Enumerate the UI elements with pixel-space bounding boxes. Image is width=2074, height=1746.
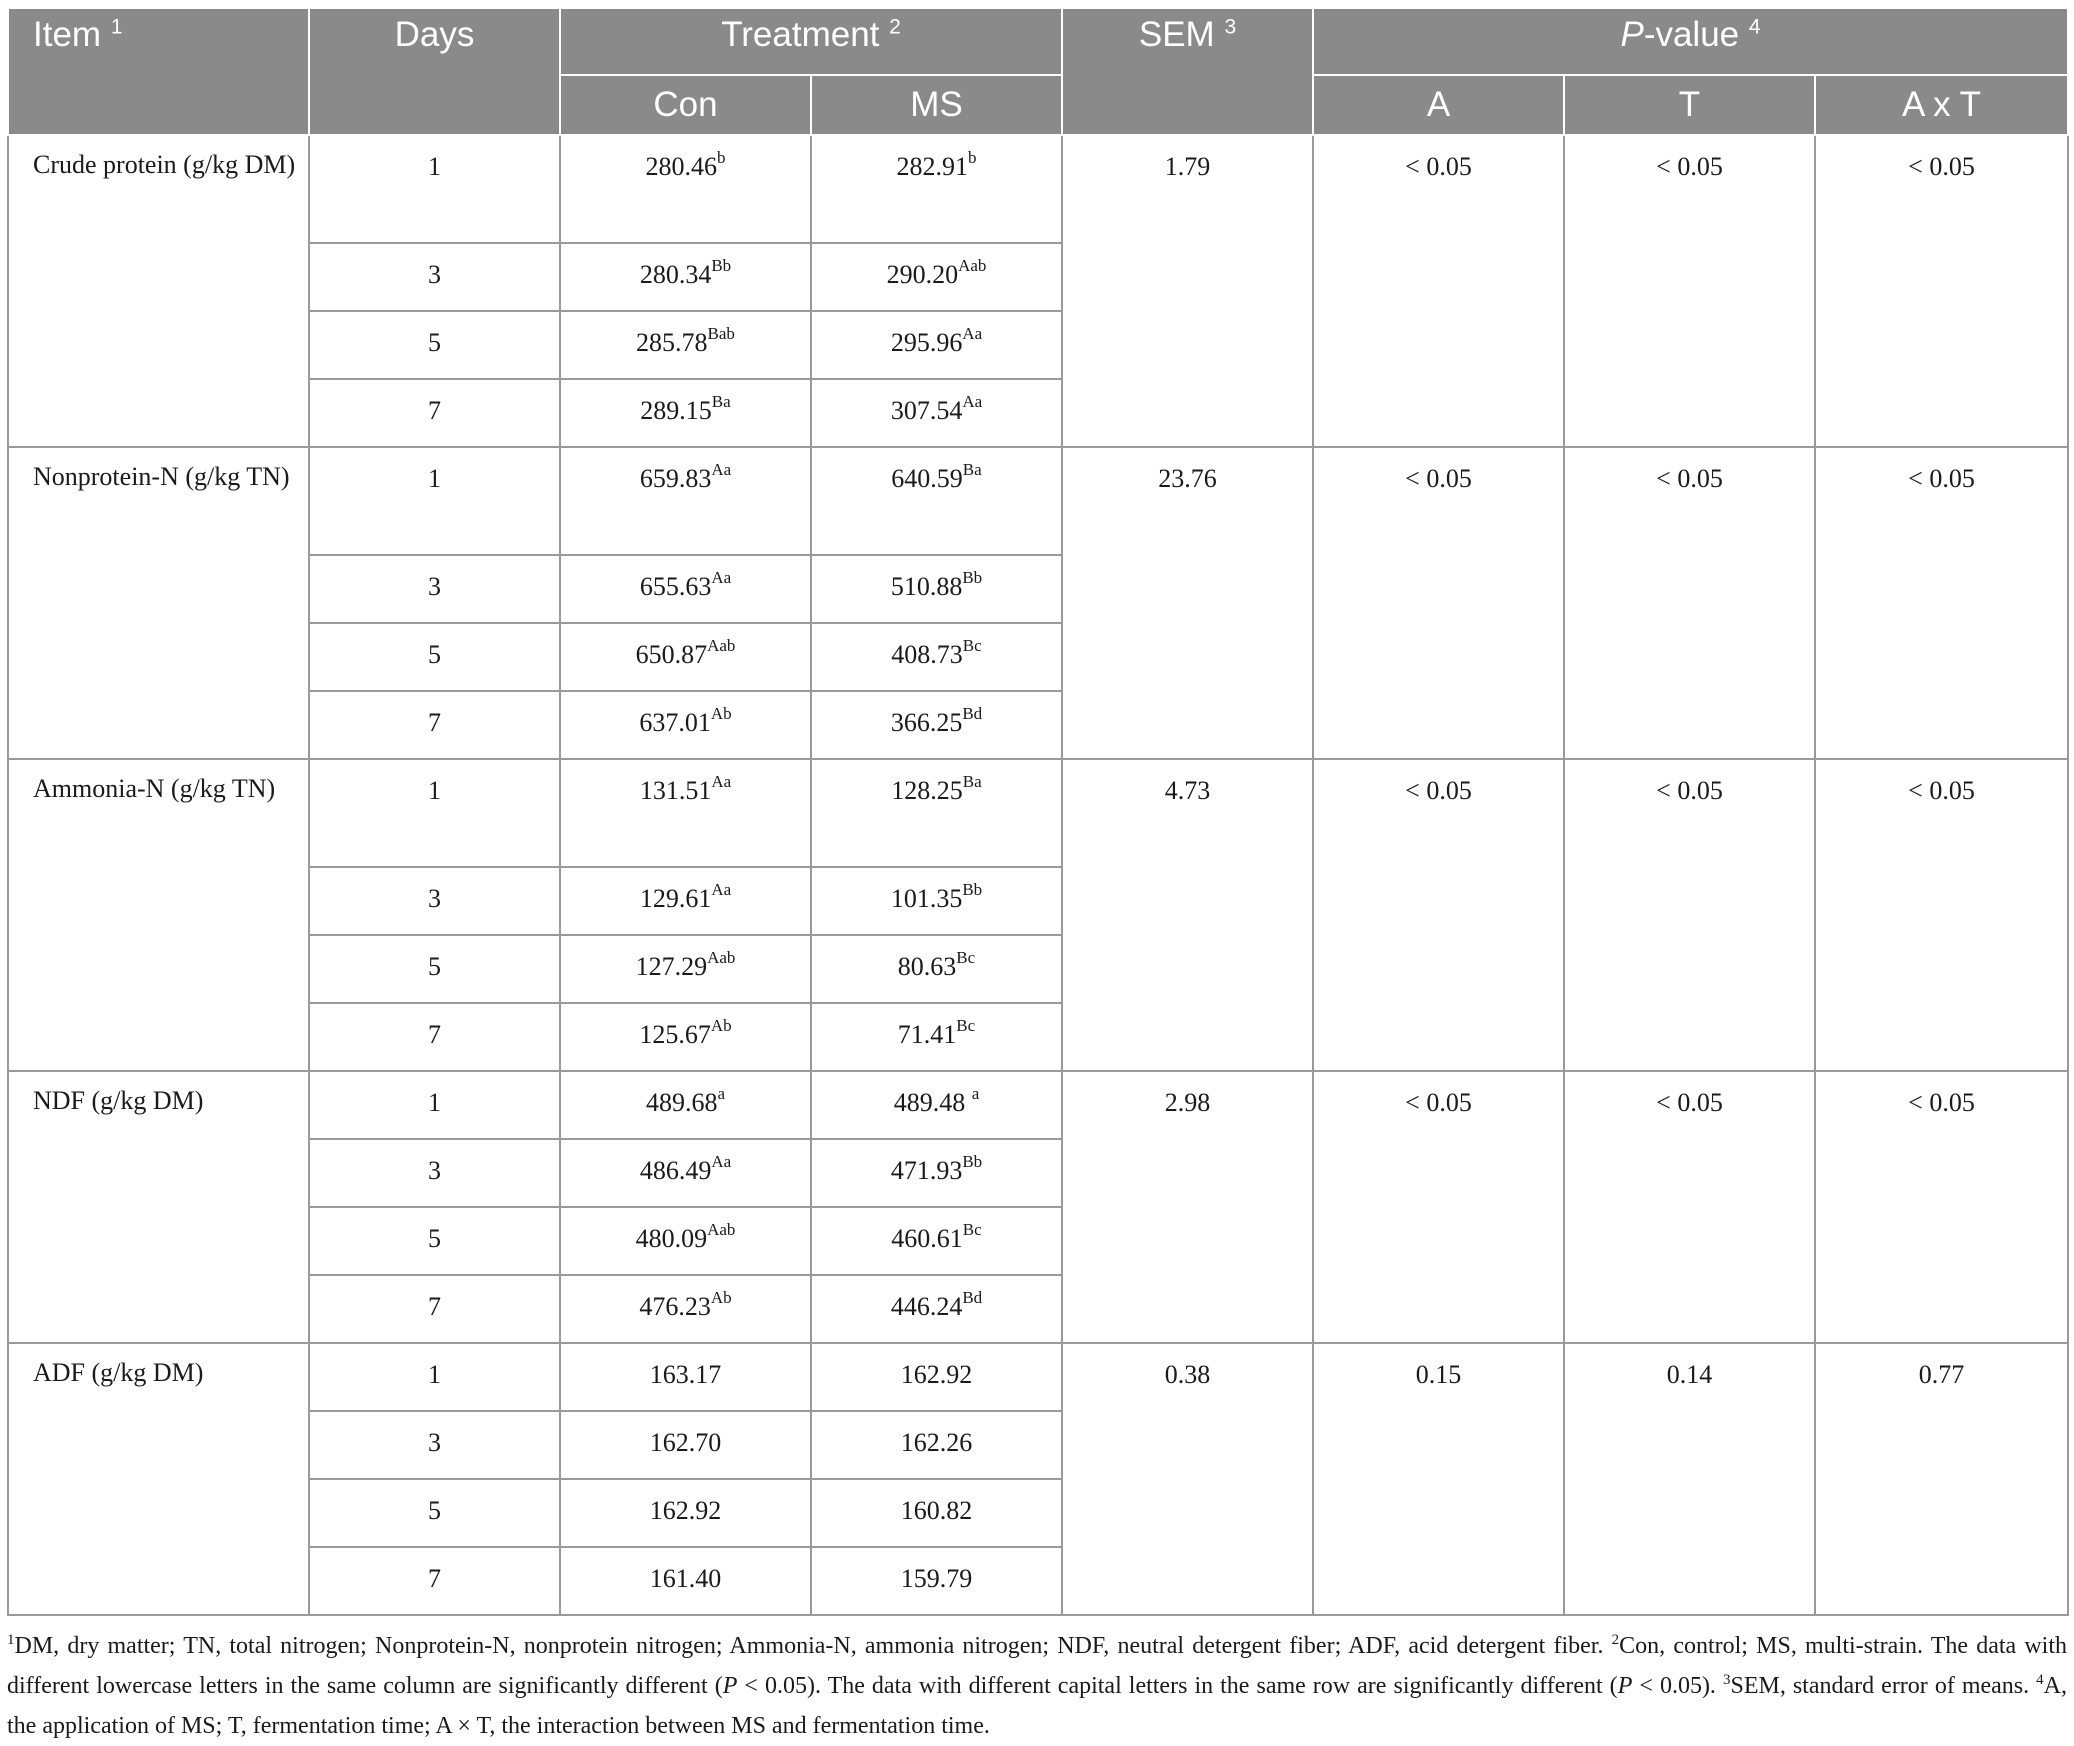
header-days: Days [309,8,560,135]
pvalue-axt-cell: < 0.05 [1815,447,2068,759]
sem-cell: 23.76 [1062,447,1313,759]
ms-cell: $307.54^{Aa}$ [811,379,1062,447]
header-sem: SEM $^3$ [1062,8,1313,135]
header-con: Con [560,75,811,135]
day-cell: 7 [309,1003,560,1071]
ms-cell: $128.25^{Ba}$ [811,759,1062,867]
con-cell: $131.51^{Aa}$ [560,759,811,867]
day-cell: 7 [309,1275,560,1343]
day-cell: 7 [309,1547,560,1615]
sem-cell: 2.98 [1062,1071,1313,1343]
con-cell: $476.23^{Ab}$ [560,1275,811,1343]
con-cell: $129.61^{Aa}$ [560,867,811,935]
day-cell: 5 [309,311,560,379]
table-body [8,135,2068,1615]
sem-cell: 4.73 [1062,759,1313,1071]
con-cell: $289.15^{Ba}$ [560,379,811,447]
day-cell: 1 [309,1343,560,1411]
table-row [8,447,2068,555]
sem-cell: 0.38 [1062,1343,1313,1615]
ms-cell: 159.79 [811,1547,1062,1615]
ms-cell: $460.61^{Bc}$ [811,1207,1062,1275]
header-ms: MS [811,75,1062,135]
header-item: Item $^1$ [8,8,309,135]
con-cell: $280.34^{Bb}$ [560,243,811,311]
pvalue-t-cell: < 0.05 [1564,1071,1815,1343]
header-a: A [1313,75,1564,135]
ms-cell: 160.82 [811,1479,1062,1547]
con-cell: 489.68$^a$ [560,1071,811,1139]
table-header [8,8,2068,135]
day-cell: 5 [309,1479,560,1547]
item-cell: Ammonia-N (g/kg TN) [8,759,309,1071]
ms-cell: $510.88^{Bb}$ [811,555,1062,623]
pvalue-a-cell: 0.15 [1313,1343,1564,1615]
header-treatment: Treatment $^2$ [560,8,1062,75]
con-cell: $127.29^{Aab}$ [560,935,811,1003]
con-cell: $480.09^{Aab}$ [560,1207,811,1275]
pvalue-axt-cell: < 0.05 [1815,1071,2068,1343]
item-cell: NDF (g/kg DM) [8,1071,309,1343]
con-cell: $637.01^{Ab}$ [560,691,811,759]
day-cell: 7 [309,379,560,447]
day-cell: 1 [309,759,560,867]
ms-cell: $366.25^{Bd}$ [811,691,1062,759]
table-footnotes: $^1$DM, dry matter; TN, total nitrogen; Nonprotein-N, nonprotein nitrogen; Ammonia-N, ammonia nitrogen; NDF, neutral detergent fiber; ADF, acid detergent fiber. $^2$Con, control; MS, multi-strain. The data with different lowercase letters in the same column are significantly different (P < 0.05). The data with different capital letters in the same row are significantly different (P < 0.05). $^3$SEM, standard error of means. $^4$A, the application of MS; T, fermentation time; A × T, the interaction between MS and fermentation time. [7,1632,2068,1739]
day-cell: 7 [309,691,560,759]
con-cell: $125.67^{Ab}$ [560,1003,811,1071]
con-cell: 163.17 [560,1343,811,1411]
pvalue-a-cell: < 0.05 [1313,759,1564,1071]
con-cell: $285.78^{Bab}$ [560,311,811,379]
pvalue-t-cell: < 0.05 [1564,759,1815,1071]
day-cell: 5 [309,935,560,1003]
ms-cell: $446.24^{Bd}$ [811,1275,1062,1343]
day-cell: 1 [309,135,560,243]
day-cell: 1 [309,1071,560,1139]
con-cell: $486.49^{Aa}$ [560,1139,811,1207]
ms-cell: 489.48 $^a$ [811,1071,1062,1139]
day-cell: 5 [309,623,560,691]
con-cell: $655.63^{Aa}$ [560,555,811,623]
ms-cell: $471.93^{Bb}$ [811,1139,1062,1207]
pvalue-a-cell: < 0.05 [1313,135,1564,447]
con-cell: 280.46$^b$ [560,135,811,243]
con-cell: 162.92 [560,1479,811,1547]
day-cell: 3 [309,243,560,311]
header-t: T [1564,75,1815,135]
ms-cell: $408.73^{Bc}$ [811,623,1062,691]
day-cell: 5 [309,1207,560,1275]
ms-cell: $71.41^{Bc}$ [811,1003,1062,1071]
item-cell: Crude protein (g/kg DM) [8,135,309,447]
item-cell: Nonprotein-N (g/kg TN) [8,447,309,759]
pvalue-a-cell: < 0.05 [1313,447,1564,759]
day-cell: 3 [309,555,560,623]
ms-cell: $101.35^{Bb}$ [811,867,1062,935]
results-table [7,7,2069,1616]
pvalue-axt-cell: 0.77 [1815,1343,2068,1615]
pvalue-a-cell: < 0.05 [1313,1071,1564,1343]
ms-cell: 162.26 [811,1411,1062,1479]
pvalue-t-cell: < 0.05 [1564,135,1815,447]
table-row [8,1343,2068,1411]
day-cell: 3 [309,867,560,935]
pvalue-axt-cell: < 0.05 [1815,135,2068,447]
con-cell: 162.70 [560,1411,811,1479]
ms-cell: 282.91$^b$ [811,135,1062,243]
sem-cell: 1.79 [1062,135,1313,447]
day-cell: 3 [309,1139,560,1207]
con-cell: 161.40 [560,1547,811,1615]
day-cell: 1 [309,447,560,555]
table-row [8,759,2068,867]
header-axt: A x T [1815,75,2068,135]
pvalue-t-cell: < 0.05 [1564,447,1815,759]
pvalue-axt-cell: < 0.05 [1815,759,2068,1071]
ms-cell: $295.96^{Aa}$ [811,311,1062,379]
ms-cell: $640.59^{Ba}$ [811,447,1062,555]
table-row [8,135,2068,243]
ms-cell: $80.63^{Bc}$ [811,935,1062,1003]
ms-cell: $290.20^{Aab}$ [811,243,1062,311]
ms-cell: 162.92 [811,1343,1062,1411]
header-pvalue: P-value $^4$ [1313,8,2068,75]
day-cell: 3 [309,1411,560,1479]
con-cell: $650.87^{Aab}$ [560,623,811,691]
pvalue-t-cell: 0.14 [1564,1343,1815,1615]
con-cell: $659.83^{Aa}$ [560,447,811,555]
item-cell: ADF (g/kg DM) [8,1343,309,1615]
table-row [8,1071,2068,1139]
table-container [7,7,2067,1746]
